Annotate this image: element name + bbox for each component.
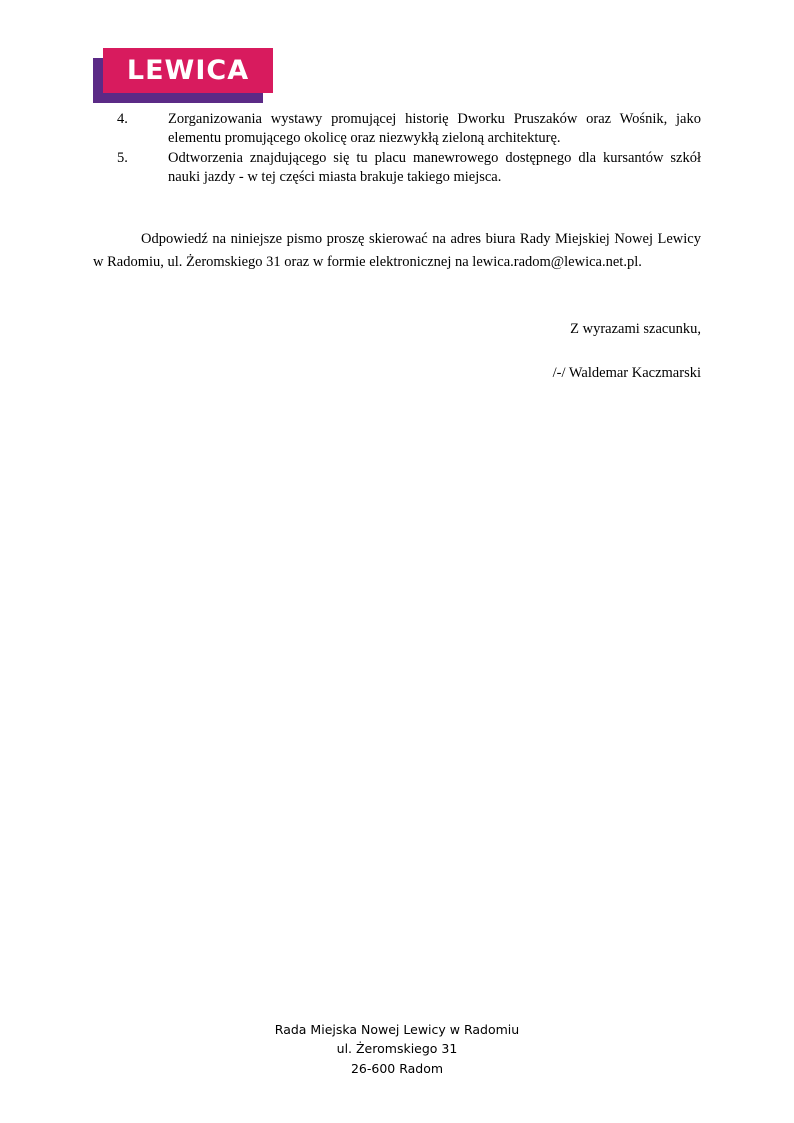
logo-text: LEWICA	[126, 55, 250, 86]
page-footer	[0, 1020, 794, 1078]
closing-paragraph: Odpowiedź na niniejsze pismo proszę skierować na adres biura Rady Miejskiej Nowej Lewicy w Radomiu, ul. Żeromskiego 31 oraz w formie elektronicznej na lewica.radom@lewica.net.pl.	[93, 231, 701, 270]
list-item-number: 4.	[117, 111, 128, 127]
footer-line-street: ul. Żeromskiego 31	[336, 1041, 458, 1057]
footer-line-city: 26-600 Radom	[350, 1060, 444, 1076]
list-item-text: Odtworzenia znajdującego się tu placu manewrowego dostępnego dla kursantów szkół nauki jazdy - w tej części miasta brakuje takiego miejsca.	[168, 150, 701, 185]
demands-list	[93, 110, 701, 186]
lewica-logo	[93, 48, 273, 104]
document-body	[93, 110, 701, 385]
closing-block	[93, 319, 701, 385]
list-item	[93, 110, 701, 147]
list-item-number: 5.	[117, 150, 128, 167]
closing-signature: /-/ Waldemar Kaczmarski	[552, 364, 701, 381]
list-item	[93, 149, 701, 186]
footer-line-organization: Rada Miejska Nowej Lewicy w Radomiu	[274, 1022, 520, 1037]
closing-salutation: Z wyrazami szacunku,	[570, 321, 701, 338]
list-item-text: Zorganizowania wystawy promującej historię Dworku Pruszaków oraz Wośnik, jako elementu promującego okolicę oraz niezwykłą zieloną architekturę.	[168, 111, 701, 146]
